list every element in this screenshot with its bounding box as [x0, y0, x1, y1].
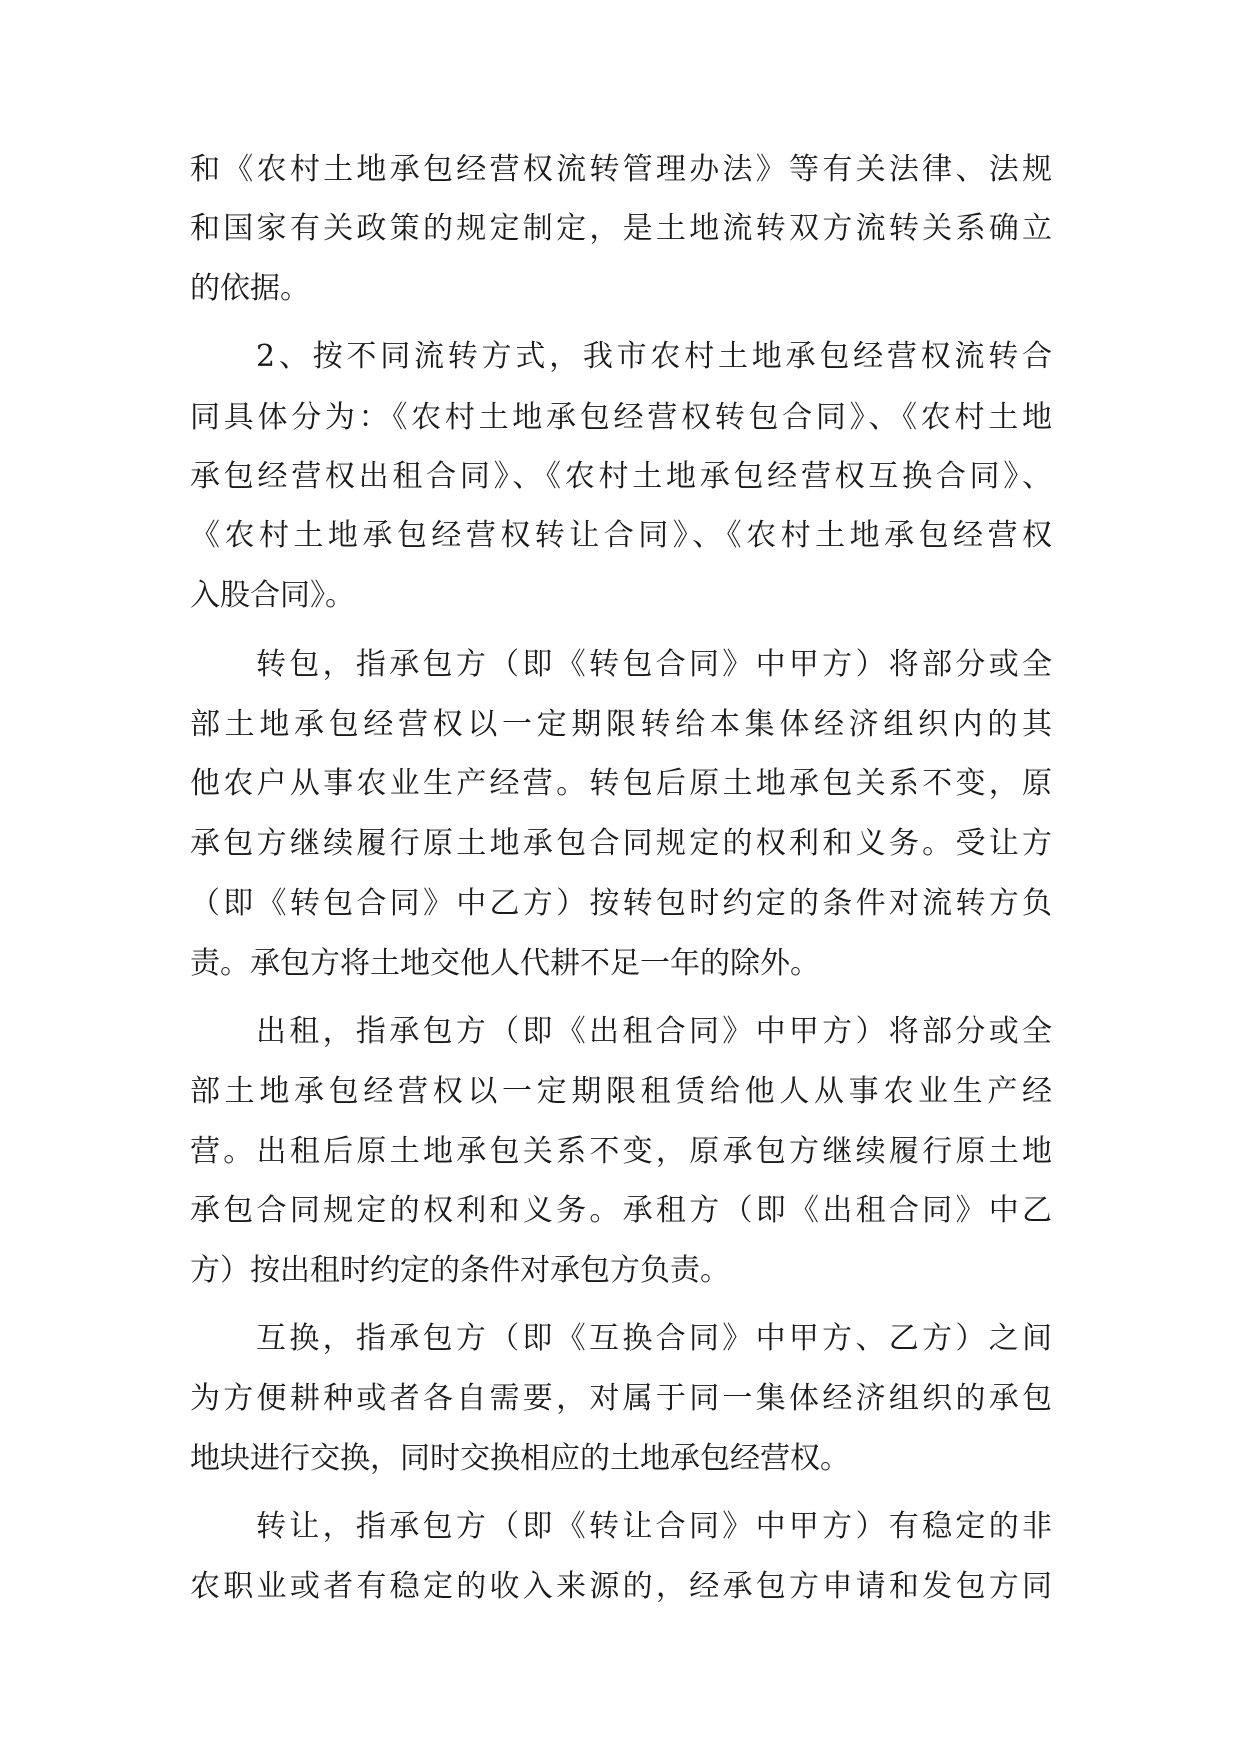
paragraph-first-line: 转让，指承包方（即《转让合同》中甲方）有稳定的非	[256, 1509, 1052, 1544]
paragraph-first-line: 转包，指承包方（即《转包合同》中甲方）将部分或全	[256, 647, 1052, 682]
text-line: 他农户从事农业生产经营。转包后原土地承包关系不变，原	[190, 766, 1052, 801]
text-line: 责。承包方将土地交他人代耕不足一年的除外。	[190, 946, 820, 981]
text-line: 入股合同》。	[190, 578, 355, 613]
paragraph-first-line: 2、按不同流转方式，我市农村土地承包经营权流转合	[256, 339, 1052, 374]
text-line: （即《转包合同》中乙方）按转包时约定的条件对流转方负	[190, 886, 1052, 921]
text-line: 和国家有关政策的规定制定，是土地流转双方流转关系确立	[190, 211, 1052, 246]
text-line: 的依据。	[190, 271, 310, 306]
text-line: 农职业或者有稳定的收入来源的，经承包方申请和发包方同	[190, 1569, 1052, 1604]
text-line: 部土地承包经营权以一定期限租赁给他人从事农业生产经	[190, 1074, 1052, 1109]
text-line: 和《农村土地承包经营权流转管理办法》等有关法律、法规	[190, 152, 1052, 187]
text-line: 地块进行交换，同时交换相应的土地承包经营权。	[190, 1441, 850, 1476]
text-line: 为方便耕种或者各自需要，对属于同一集体经济组织的承包	[190, 1381, 1052, 1416]
text-line: 承包方继续履行原土地承包合同规定的权利和义务。受让方	[190, 826, 1052, 861]
text-line: 方）按出租时约定的条件对承包方负责。	[190, 1253, 730, 1288]
text-line: 承包合同规定的权利和义务。承租方（即《出租合同》中乙	[190, 1193, 1052, 1228]
paragraph-first-line: 互换，指承包方（即《互换合同》中甲方、乙方）之间	[256, 1321, 1052, 1356]
text-line: 部土地承包经营权以一定期限转给本集体经济组织内的其	[190, 707, 1052, 742]
text-line: 同具体分为：《农村土地承包经营权转包合同》、《农村土地	[190, 400, 1052, 435]
paragraph-first-line: 出租，指承包方（即《出租合同》中甲方）将部分或全	[256, 1014, 1052, 1049]
text-line: 《农村土地承包经营权转让合同》、《农村土地承包经营权	[190, 518, 1052, 553]
text-line: 承包经营权出租合同》、《农村土地承包经营权互换合同》、	[190, 459, 1052, 494]
text-line: 营。出租后原土地承包关系不变，原承包方继续履行原土地	[190, 1134, 1052, 1169]
